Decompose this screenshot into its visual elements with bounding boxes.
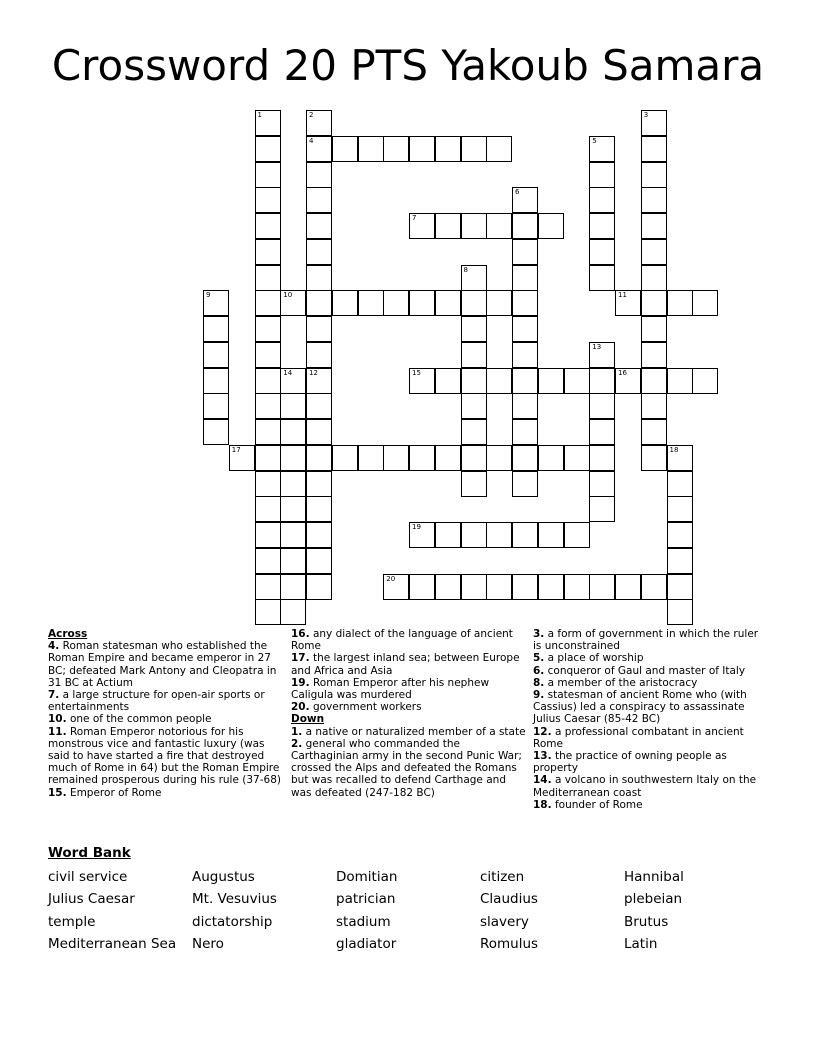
clues-column-3 bbox=[533, 628, 769, 811]
grid-cell[interactable] bbox=[203, 393, 229, 419]
clue-number: 19. bbox=[291, 676, 310, 689]
clue bbox=[533, 726, 769, 750]
grid-cell[interactable] bbox=[280, 548, 306, 574]
clue-number: 11 bbox=[618, 291, 627, 300]
grid-cell[interactable] bbox=[280, 393, 306, 419]
clue-number: 18. bbox=[533, 798, 552, 811]
clue bbox=[291, 677, 527, 701]
grid-cell[interactable] bbox=[255, 445, 281, 471]
grid-cell[interactable] bbox=[461, 574, 487, 600]
grid-cell[interactable] bbox=[589, 496, 615, 522]
grid-cell[interactable] bbox=[564, 445, 590, 471]
grid-cell[interactable] bbox=[280, 419, 306, 445]
word-bank-item: Mediterranean Sea bbox=[48, 936, 177, 952]
grid-cell[interactable] bbox=[435, 445, 461, 471]
grid-cell[interactable] bbox=[383, 445, 409, 471]
grid-cell[interactable] bbox=[641, 316, 667, 342]
clue-heading: Across bbox=[48, 628, 88, 640]
clue-number: 2 bbox=[309, 111, 314, 119]
clue bbox=[291, 652, 527, 676]
grid-cell[interactable] bbox=[692, 368, 718, 394]
clue-text: a place of worship bbox=[544, 652, 644, 665]
grid-cell[interactable] bbox=[280, 471, 306, 497]
word-bank-item: temple bbox=[48, 914, 96, 930]
word-bank-item: Claudius bbox=[480, 891, 538, 907]
grid-cell[interactable] bbox=[255, 393, 281, 419]
grid-cell[interactable] bbox=[589, 187, 615, 213]
grid-cell[interactable] bbox=[306, 393, 332, 419]
grid-cell[interactable] bbox=[641, 213, 667, 239]
clue-number: 4 bbox=[309, 136, 314, 145]
grid-cell[interactable] bbox=[435, 290, 461, 316]
grid-cell[interactable] bbox=[461, 213, 487, 239]
clue bbox=[291, 738, 527, 799]
grid-cell[interactable] bbox=[255, 368, 281, 394]
grid-cell[interactable] bbox=[512, 471, 538, 497]
grid-cell[interactable] bbox=[280, 445, 306, 471]
grid-cell[interactable] bbox=[512, 342, 538, 368]
clue bbox=[48, 713, 284, 725]
clue-text: Emperor of Rome bbox=[66, 786, 162, 799]
clue-number: 3 bbox=[643, 111, 649, 119]
clue-text: Roman Emperor notorious for his monstrous vice and fantastic luxury (was said to have started a fire that destroyed much of Rome in 64) but the Roman Empire remained prosperous during his rule (37-68) bbox=[48, 725, 281, 787]
clue-text: a large structure for open-air sports or entertainments bbox=[48, 689, 265, 714]
clue-text: one of the common people bbox=[66, 713, 212, 726]
clue bbox=[533, 652, 769, 664]
grid-cell[interactable] bbox=[306, 290, 332, 316]
grid-cell[interactable] bbox=[667, 522, 693, 548]
clue bbox=[533, 750, 769, 774]
grid-cell[interactable] bbox=[280, 496, 306, 522]
grid-cell[interactable] bbox=[461, 265, 487, 291]
grid-cell[interactable] bbox=[306, 522, 332, 548]
clue-number: 13 bbox=[592, 342, 602, 351]
word-bank-item: dictatorship bbox=[192, 914, 273, 930]
clue-number: 6 bbox=[515, 188, 520, 197]
clue-text: general who commanded the Carthaginian army in the second Punic War; crossed the Alps and defeated the Romans but was recalled to defend Carthage and was defeated (247-182 BC) bbox=[291, 737, 522, 799]
grid-cell[interactable] bbox=[435, 213, 461, 239]
grid-cell[interactable] bbox=[306, 187, 332, 213]
grid-cell[interactable] bbox=[255, 419, 281, 445]
grid-cell[interactable] bbox=[615, 368, 641, 394]
page-title: Crossword 20 PTS Yakoub Samara bbox=[51, 41, 765, 90]
clue-number: 14. bbox=[533, 774, 552, 787]
grid-cell[interactable] bbox=[512, 522, 538, 548]
grid-cell[interactable] bbox=[280, 368, 306, 394]
clue-number: 8. bbox=[533, 676, 545, 689]
grid-cell[interactable] bbox=[255, 471, 281, 497]
clue bbox=[533, 774, 769, 798]
grid-cell[interactable] bbox=[641, 290, 667, 316]
grid-cell[interactable] bbox=[203, 419, 229, 445]
clue bbox=[48, 726, 284, 787]
grid-cell[interactable] bbox=[435, 522, 461, 548]
clue bbox=[533, 628, 769, 652]
grid-cell[interactable] bbox=[255, 265, 281, 291]
grid-cell[interactable] bbox=[486, 213, 512, 239]
clue-text: statesman of ancient Rome who (with Cassius) led a conspiracy to assassinate Julius Caesar (85-42 BC) bbox=[533, 689, 747, 726]
clue bbox=[533, 665, 769, 677]
clue-number: 2. bbox=[291, 737, 303, 750]
grid-cell[interactable] bbox=[486, 522, 512, 548]
grid-cell[interactable] bbox=[409, 290, 435, 316]
clue bbox=[48, 689, 284, 713]
grid-cell[interactable] bbox=[486, 136, 512, 162]
clue-text: a volcano in southwestern Italy on the Mediterranean coast bbox=[533, 774, 757, 799]
grid-cell[interactable] bbox=[486, 445, 512, 471]
word-bank-item: citizen bbox=[480, 869, 525, 885]
clue bbox=[291, 628, 527, 652]
grid-cell[interactable] bbox=[512, 265, 538, 291]
grid-cell[interactable] bbox=[461, 522, 487, 548]
grid-cell[interactable] bbox=[486, 368, 512, 394]
clue-number: 15 bbox=[412, 368, 421, 377]
grid-cell[interactable] bbox=[564, 522, 590, 548]
clue bbox=[48, 640, 284, 689]
grid-cell[interactable] bbox=[512, 316, 538, 342]
grid-cell[interactable] bbox=[589, 393, 615, 419]
grid-cell[interactable] bbox=[641, 445, 667, 471]
clue-number: 20. bbox=[291, 701, 310, 714]
clue-number: 14 bbox=[283, 368, 293, 377]
grid-cell[interactable] bbox=[641, 342, 667, 368]
grid-cell[interactable] bbox=[589, 574, 615, 600]
grid-cell[interactable] bbox=[538, 445, 564, 471]
grid-cell[interactable] bbox=[589, 419, 615, 445]
clue-number: 7. bbox=[48, 689, 60, 702]
clue-text: a native or naturalized member of a state bbox=[302, 725, 526, 738]
grid-cell[interactable] bbox=[589, 213, 615, 239]
grid-cell[interactable] bbox=[255, 316, 281, 342]
grid-cell[interactable] bbox=[255, 110, 281, 136]
grid-cell[interactable] bbox=[589, 162, 615, 188]
grid-cell[interactable] bbox=[255, 496, 281, 522]
grid-cell[interactable] bbox=[512, 213, 538, 239]
grid-cell[interactable] bbox=[461, 290, 487, 316]
grid-cell[interactable] bbox=[461, 368, 487, 394]
grid-cell[interactable] bbox=[667, 548, 693, 574]
word-bank-item: Nero bbox=[192, 936, 224, 952]
clue-text: any dialect of the language of ancient Rome bbox=[291, 628, 513, 653]
word-bank-title: Word Bank bbox=[48, 845, 131, 861]
grid-cell[interactable] bbox=[332, 290, 358, 316]
grid-cell[interactable] bbox=[306, 110, 332, 136]
grid-cell[interactable] bbox=[255, 342, 281, 368]
word-bank-item: slavery bbox=[480, 914, 529, 930]
clue-number: 10. bbox=[48, 713, 67, 726]
clue bbox=[533, 689, 769, 726]
clue-number: 5 bbox=[592, 136, 597, 145]
clue bbox=[291, 701, 527, 713]
word-bank-item: Mt. Vesuvius bbox=[192, 891, 277, 907]
grid-cell[interactable] bbox=[409, 368, 435, 394]
grid-cell[interactable] bbox=[255, 574, 281, 600]
grid-cell[interactable] bbox=[641, 265, 667, 291]
grid-cell[interactable] bbox=[461, 445, 487, 471]
grid-cell[interactable] bbox=[203, 316, 229, 342]
clue-text: government workers bbox=[309, 701, 422, 714]
grid-cell[interactable] bbox=[435, 136, 461, 162]
clue bbox=[48, 787, 284, 799]
grid-cell[interactable] bbox=[306, 445, 332, 471]
clue-number: 17. bbox=[291, 652, 310, 665]
grid-cell[interactable] bbox=[461, 316, 487, 342]
grid-cell[interactable] bbox=[306, 342, 332, 368]
clue-text: Roman Emperor after his nephew Caligula was murdered bbox=[291, 676, 490, 702]
grid-cell[interactable] bbox=[255, 522, 281, 548]
clue-number: 18 bbox=[669, 445, 679, 454]
clue-number: 19 bbox=[412, 523, 421, 531]
grid-cell[interactable] bbox=[409, 574, 435, 600]
grid-cell[interactable] bbox=[306, 265, 332, 291]
grid-cell[interactable] bbox=[564, 368, 590, 394]
grid-cell[interactable] bbox=[512, 187, 538, 213]
grid-cell[interactable] bbox=[255, 599, 281, 625]
grid-cell[interactable] bbox=[306, 213, 332, 239]
grid-cell[interactable] bbox=[667, 445, 693, 471]
grid-cell[interactable] bbox=[615, 290, 641, 316]
grid-cell[interactable] bbox=[306, 548, 332, 574]
grid-cell[interactable] bbox=[383, 136, 409, 162]
clue-number: 9. bbox=[533, 689, 545, 702]
grid-cell[interactable] bbox=[280, 522, 306, 548]
grid-cell[interactable] bbox=[358, 136, 384, 162]
grid-cell[interactable] bbox=[332, 136, 358, 162]
grid-cell[interactable] bbox=[229, 445, 255, 471]
grid-cell[interactable] bbox=[589, 265, 615, 291]
grid-cell[interactable] bbox=[306, 574, 332, 600]
grid-cell[interactable] bbox=[512, 239, 538, 265]
word-bank-item: plebeian bbox=[624, 891, 683, 907]
grid-cell[interactable] bbox=[435, 574, 461, 600]
grid-cell[interactable] bbox=[641, 419, 667, 445]
grid-cell[interactable] bbox=[306, 239, 332, 265]
grid-cell[interactable] bbox=[641, 393, 667, 419]
clue-number: 4. bbox=[48, 640, 60, 653]
grid-cell[interactable] bbox=[383, 290, 409, 316]
clue-number: 5. bbox=[533, 652, 545, 665]
grid-cell[interactable] bbox=[641, 574, 667, 600]
grid-cell[interactable] bbox=[461, 419, 487, 445]
clue-text: a form of government in which the ruler is unconstrained bbox=[533, 628, 759, 653]
grid-cell[interactable] bbox=[641, 110, 667, 136]
grid-cell[interactable] bbox=[409, 445, 435, 471]
grid-cell[interactable] bbox=[641, 136, 667, 162]
grid-cell[interactable] bbox=[667, 471, 693, 497]
word-bank-item: Domitian bbox=[336, 869, 398, 885]
grid-cell[interactable] bbox=[306, 419, 332, 445]
grid-cell[interactable] bbox=[589, 239, 615, 265]
grid-cell[interactable] bbox=[280, 574, 306, 600]
word-bank-item: Latin bbox=[624, 936, 658, 952]
clue-number: 1. bbox=[291, 725, 303, 738]
word-bank-item: Brutus bbox=[624, 914, 669, 930]
grid-cell[interactable] bbox=[280, 290, 306, 316]
grid-cell[interactable] bbox=[667, 496, 693, 522]
grid-cell[interactable] bbox=[306, 496, 332, 522]
grid-cell[interactable] bbox=[512, 445, 538, 471]
clue-number: 6. bbox=[533, 664, 545, 677]
grid-cell[interactable] bbox=[409, 213, 435, 239]
grid-cell[interactable] bbox=[512, 393, 538, 419]
word-bank-item: patrician bbox=[336, 891, 396, 907]
clue-number: 20 bbox=[386, 574, 396, 583]
clue-number: 12 bbox=[309, 368, 318, 377]
grid-cell[interactable] bbox=[255, 290, 281, 316]
grid-cell[interactable] bbox=[358, 290, 384, 316]
word-bank-item: civil service bbox=[48, 869, 128, 885]
clues-column-2 bbox=[291, 628, 527, 799]
grid-cell[interactable] bbox=[667, 574, 693, 600]
grid-cell[interactable] bbox=[203, 342, 229, 368]
clue bbox=[533, 677, 769, 689]
clue-number: 11. bbox=[48, 725, 67, 738]
grid-cell[interactable] bbox=[667, 599, 693, 625]
clue-number: 1 bbox=[257, 111, 262, 119]
grid-cell[interactable] bbox=[667, 368, 693, 394]
grid-cell[interactable] bbox=[512, 419, 538, 445]
clue-number: 8 bbox=[463, 265, 468, 274]
clue-number: 9 bbox=[206, 291, 211, 300]
clue-text: conqueror of Gaul and master of Italy bbox=[544, 664, 746, 677]
clue-text: a member of the aristocracy bbox=[544, 676, 698, 689]
grid-cell[interactable] bbox=[667, 290, 693, 316]
grid-cell[interactable] bbox=[538, 522, 564, 548]
clue-text: founder of Rome bbox=[551, 798, 643, 811]
grid-cell[interactable] bbox=[512, 290, 538, 316]
word-bank-item: gladiator bbox=[336, 936, 397, 952]
grid-cell[interactable] bbox=[538, 574, 564, 600]
grid-cell[interactable] bbox=[461, 393, 487, 419]
grid-cell[interactable] bbox=[589, 136, 615, 162]
grid-cell[interactable] bbox=[255, 239, 281, 265]
grid-cell[interactable] bbox=[332, 445, 358, 471]
clue-number: 15. bbox=[48, 786, 67, 799]
grid-cell[interactable] bbox=[203, 290, 229, 316]
grid-cell[interactable] bbox=[255, 162, 281, 188]
grid-cell[interactable] bbox=[641, 187, 667, 213]
clue-text: Roman statesman who established the Roman Empire and became emperor in 27 BC; defeated Mark Antony and Cleopatra in 31 BC at Actium bbox=[48, 640, 277, 689]
word-bank-item: Hannibal bbox=[624, 869, 684, 885]
clue-number: 7 bbox=[412, 214, 417, 222]
clue-number: 17 bbox=[231, 445, 241, 454]
grid-cell[interactable] bbox=[512, 368, 538, 394]
word-bank-item: Romulus bbox=[480, 936, 539, 952]
grid-cell[interactable] bbox=[461, 136, 487, 162]
grid-cell[interactable] bbox=[486, 574, 512, 600]
word-bank-item: Augustus bbox=[192, 869, 255, 885]
grid-cell[interactable] bbox=[383, 574, 409, 600]
grid-cell[interactable] bbox=[486, 290, 512, 316]
clue bbox=[533, 799, 769, 811]
grid-cell[interactable] bbox=[306, 368, 332, 394]
word-bank-item: Julius Caesar bbox=[48, 891, 135, 907]
clue-number: 16 bbox=[618, 368, 627, 377]
grid-cell[interactable] bbox=[280, 599, 306, 625]
grid-cell[interactable] bbox=[203, 368, 229, 394]
clues-column-1 bbox=[48, 628, 284, 799]
clue-number: 13. bbox=[533, 750, 552, 763]
grid-cell[interactable] bbox=[255, 213, 281, 239]
grid-cell[interactable] bbox=[538, 213, 564, 239]
grid-cell[interactable] bbox=[641, 239, 667, 265]
grid-cell[interactable] bbox=[461, 471, 487, 497]
grid-cell[interactable] bbox=[564, 574, 590, 600]
grid-cell[interactable] bbox=[641, 162, 667, 188]
grid-cell[interactable] bbox=[255, 187, 281, 213]
grid-cell[interactable] bbox=[461, 342, 487, 368]
grid-cell[interactable] bbox=[692, 290, 718, 316]
grid-cell[interactable] bbox=[435, 368, 461, 394]
clue bbox=[291, 726, 527, 738]
grid-cell[interactable] bbox=[306, 316, 332, 342]
clue-number: 12. bbox=[533, 725, 552, 738]
grid-cell[interactable] bbox=[255, 136, 281, 162]
grid-cell[interactable] bbox=[589, 368, 615, 394]
grid-cell[interactable] bbox=[306, 136, 332, 162]
clue-number: 3. bbox=[533, 628, 545, 640]
clue-number: 10 bbox=[283, 291, 293, 300]
grid-cell[interactable] bbox=[589, 445, 615, 471]
grid-cell[interactable] bbox=[255, 548, 281, 574]
grid-cell[interactable] bbox=[306, 162, 332, 188]
clue-text: a professional combatant in ancient Rome bbox=[533, 725, 744, 750]
word-bank-item: stadium bbox=[336, 914, 391, 930]
grid-cell[interactable] bbox=[589, 342, 615, 368]
grid-cell[interactable] bbox=[512, 574, 538, 600]
clue-heading: Down bbox=[291, 713, 325, 726]
grid-cell[interactable] bbox=[358, 445, 384, 471]
grid-cell[interactable] bbox=[306, 471, 332, 497]
grid-cell[interactable] bbox=[589, 471, 615, 497]
grid-cell[interactable] bbox=[615, 574, 641, 600]
grid-cell[interactable] bbox=[641, 368, 667, 394]
grid-cell[interactable] bbox=[409, 136, 435, 162]
clue-text: the largest inland sea; between Europe and Africa and Asia bbox=[291, 652, 520, 677]
grid-cell[interactable] bbox=[538, 368, 564, 394]
clue-number: 16. bbox=[291, 628, 310, 640]
grid-cell[interactable] bbox=[409, 522, 435, 548]
clue-text: the practice of owning people as property bbox=[533, 750, 727, 775]
